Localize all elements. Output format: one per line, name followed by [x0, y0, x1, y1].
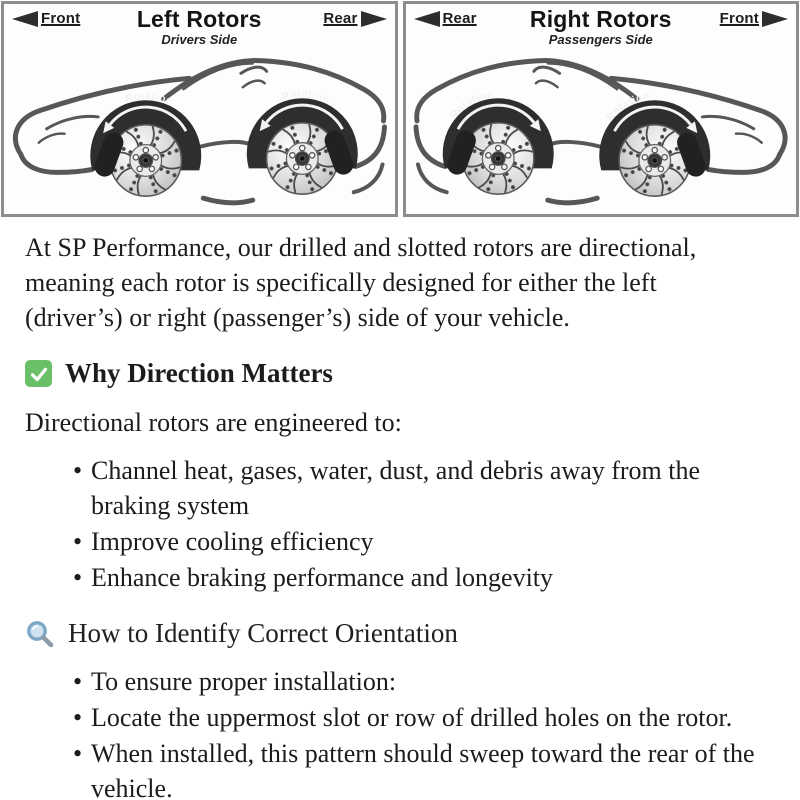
- intro-line: (driver’s) or right (passenger’s) side of your vehicle.: [25, 303, 570, 332]
- panel-subtitle: Drivers Side: [161, 32, 238, 47]
- list-item: [91, 560, 775, 595]
- rotation-label: Rotation: [124, 91, 175, 109]
- list-item-text: • Enhance braking performance and longevity: [91, 563, 554, 592]
- left-rotors-panel: [1, 1, 398, 217]
- intro-line: At SP Performance, our drilled and slotted rotors are directional,: [25, 233, 697, 262]
- list-item-text: • Locate the uppermost slot or row of drilled holes on the rotor.: [91, 703, 733, 732]
- direction-text: Front: [719, 10, 759, 27]
- rotation-label: Rotation: [280, 89, 332, 107]
- left-panel-title-block: [89, 6, 309, 47]
- article-body: [0, 218, 800, 800]
- list-item-text: vehicle.: [91, 774, 173, 800]
- rotor-direction-diagram: [0, 0, 800, 218]
- arrow-left-icon: [12, 11, 38, 27]
- list-item: [91, 453, 775, 523]
- section-identify-orientation: [25, 618, 775, 649]
- list-item-text: braking system: [91, 491, 250, 520]
- front-direction-label: [12, 10, 80, 27]
- arrow-right-icon: [762, 11, 788, 27]
- rotation-label: Rotation: [604, 91, 651, 124]
- intro-paragraph: [25, 230, 775, 335]
- list-item-text: • Channel heat, gases, water, dust, and debris away from the: [91, 456, 701, 485]
- panel-title: Right Rotors: [529, 6, 672, 32]
- rear-direction-label: [414, 10, 477, 27]
- list-item-text: • Improve cooling efficiency: [91, 527, 374, 556]
- list-item-text: • When installed, this pattern should sweep toward the rear of the: [91, 739, 755, 768]
- panel-subtitle: Passengers Side: [548, 32, 653, 47]
- benefits-list: [25, 453, 775, 595]
- rear-direction-label: [323, 10, 386, 27]
- intro-line: meaning each rotor is specifically designed for either the left: [25, 268, 657, 297]
- right-rotors-panel: [403, 1, 800, 217]
- list-item: [91, 664, 775, 699]
- direction-text: Rear: [442, 10, 477, 27]
- rotation-label: Rotation: [448, 89, 494, 122]
- section-lead: Directional rotors are engineered to:: [25, 408, 402, 437]
- section-title: Why Direction Matters: [65, 358, 333, 388]
- arrow-left-icon: [414, 11, 440, 27]
- magnifier-icon: [25, 619, 55, 649]
- front-direction-label: [720, 10, 788, 27]
- check-icon: [25, 360, 52, 387]
- section-why-direction-matters: [25, 358, 775, 389]
- panel-title: Left Rotors: [136, 6, 262, 32]
- orientation-list: [25, 664, 775, 800]
- direction-text: Rear: [323, 10, 358, 27]
- section-title: How to Identify Correct Orientation: [68, 618, 458, 648]
- list-item-text: • To ensure proper installation:: [91, 667, 397, 696]
- right-panel-title-block: [491, 6, 711, 47]
- list-item: [91, 524, 775, 559]
- list-item: [91, 700, 775, 735]
- direction-text: Front: [41, 10, 81, 27]
- arrow-right-icon: [361, 11, 387, 27]
- list-item: [91, 736, 775, 800]
